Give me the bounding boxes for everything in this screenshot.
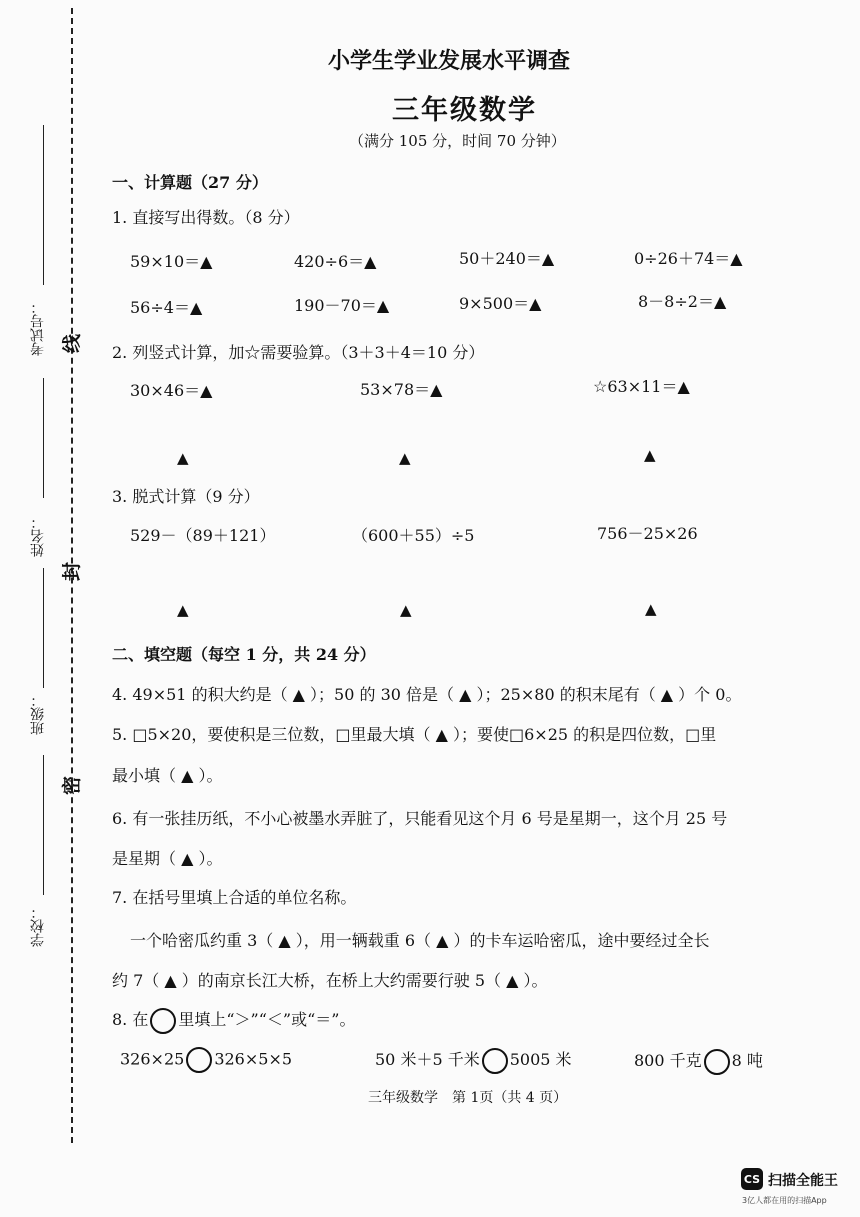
class-label: 班级： bbox=[30, 693, 46, 735]
exam-number-line bbox=[43, 125, 44, 285]
q1-item: 59×10＝▲ bbox=[130, 252, 213, 271]
q8-compare-item bbox=[634, 1048, 763, 1075]
q2-answer-placeholder: ▲ bbox=[644, 446, 656, 464]
q1-item: 8－8÷2＝▲ bbox=[638, 292, 727, 311]
q8-title-pre: 8. 在 bbox=[112, 1010, 149, 1029]
q5-text-cont: 最小填（ ▲ ）。 bbox=[112, 766, 223, 785]
q1-title: 1. 直接写出得数。（8 分） bbox=[112, 208, 300, 227]
q2-answer-placeholder: ▲ bbox=[399, 449, 411, 467]
q7-text: 一个哈密瓜约重 3（ ▲ ），用一辆载重 6（ ▲ ）的卡车运哈密瓜，途中要经过全长 bbox=[130, 931, 710, 950]
q2-item: 30×46＝▲ bbox=[130, 381, 213, 400]
page-footer: 三年级数学 第 1页（共 4 页） bbox=[368, 1090, 568, 1106]
seal-char-seal: 封 bbox=[61, 561, 84, 582]
q3-answer-placeholder: ▲ bbox=[400, 601, 412, 619]
q3-item: 756－25×26 bbox=[597, 524, 698, 543]
q6-text: 6. 有一张挂历纸，不小心被墨水弄脏了，只能看见这个月 6 号是星期一，这个月 25 号 bbox=[112, 809, 728, 828]
q1-item: 190－70＝▲ bbox=[294, 296, 390, 315]
name-label: 姓名： bbox=[30, 515, 46, 557]
q8-right: 5005 米 bbox=[509, 1050, 572, 1069]
q8-compare-item bbox=[375, 1047, 572, 1074]
name-line bbox=[43, 378, 44, 498]
seal-char-secret: 密 bbox=[61, 775, 84, 796]
q6-text-cont: 是星期（ ▲ ）。 bbox=[112, 849, 223, 868]
watermark-name: 扫描全能王 bbox=[768, 1173, 838, 1189]
section1-title: 一、计算题（27 分） bbox=[112, 173, 268, 192]
camscanner-logo-icon: CS bbox=[741, 1168, 763, 1190]
q8-left: 50 米＋5 千米 bbox=[375, 1050, 480, 1069]
q8-left: 326×25 bbox=[120, 1049, 185, 1069]
q5-text: 5. □5×20，要使积是三位数，□里最大填（ ▲ ）；要使□6×25 的积是四位数，□里 bbox=[112, 725, 717, 744]
page-title: 小学生学业发展水平调查 bbox=[328, 48, 571, 74]
q3-answer-placeholder: ▲ bbox=[177, 601, 189, 619]
q4-text: 4. 49×51 的积大约是（ ▲ ）；50 的 30 倍是（ ▲ ）；25×80 的积末尾有（ ▲ ）个 0。 bbox=[112, 685, 742, 704]
q2-item: ☆63×11＝▲ bbox=[593, 377, 690, 396]
q8-title bbox=[112, 1007, 355, 1034]
class-line bbox=[43, 568, 44, 688]
exam-note: （满分 105 分，时间 70 分钟） bbox=[349, 132, 566, 150]
q2-answer-placeholder: ▲ bbox=[177, 449, 189, 467]
seal-char-line: 线 bbox=[61, 333, 84, 354]
circle-icon bbox=[150, 1008, 176, 1034]
q8-right: 326×5×5 bbox=[214, 1049, 293, 1069]
q3-item: （600＋55）÷5 bbox=[352, 526, 475, 545]
compare-circle-input[interactable] bbox=[186, 1047, 212, 1073]
q3-title: 3. 脱式计算（9 分） bbox=[112, 487, 260, 506]
q3-answer-placeholder: ▲ bbox=[645, 600, 657, 618]
q1-item: 56÷4＝▲ bbox=[130, 298, 203, 317]
subject-title: 三年级数学 bbox=[392, 95, 537, 126]
compare-circle-input[interactable] bbox=[482, 1048, 508, 1074]
q8-left: 800 千克 bbox=[634, 1051, 702, 1070]
school-label: 学校： bbox=[30, 905, 46, 947]
q1-item: 420÷6＝▲ bbox=[294, 252, 377, 271]
q8-title-post: 里填上“＞”“＜”或“＝”。 bbox=[178, 1010, 356, 1029]
section2-title: 二、填空题（每空 1 分，共 24 分） bbox=[112, 645, 376, 664]
q1-item: 9×500＝▲ bbox=[459, 294, 542, 313]
q3-item: 529－（89＋121） bbox=[130, 526, 276, 545]
q2-title: 2. 列竖式计算，加☆需要验算。（3＋3＋4＝10 分） bbox=[112, 343, 485, 362]
q8-right: 8 吨 bbox=[731, 1051, 763, 1070]
exam-number-label: 考试号： bbox=[30, 300, 46, 356]
q7-text-cont: 约 7（ ▲ ）的南京长江大桥，在桥上大约需要行驶 5（ ▲ ）。 bbox=[112, 971, 548, 990]
q8-compare-item bbox=[120, 1047, 292, 1073]
compare-circle-input[interactable] bbox=[704, 1049, 730, 1075]
school-line bbox=[43, 755, 44, 895]
q1-item: 50＋240＝▲ bbox=[459, 249, 555, 268]
watermark-tagline: 3亿人都在用的扫描App bbox=[742, 1196, 827, 1205]
q1-item: 0÷26＋74＝▲ bbox=[634, 249, 743, 268]
q7-title: 7. 在括号里填上合适的单位名称。 bbox=[112, 888, 357, 907]
q2-item: 53×78＝▲ bbox=[360, 380, 443, 399]
